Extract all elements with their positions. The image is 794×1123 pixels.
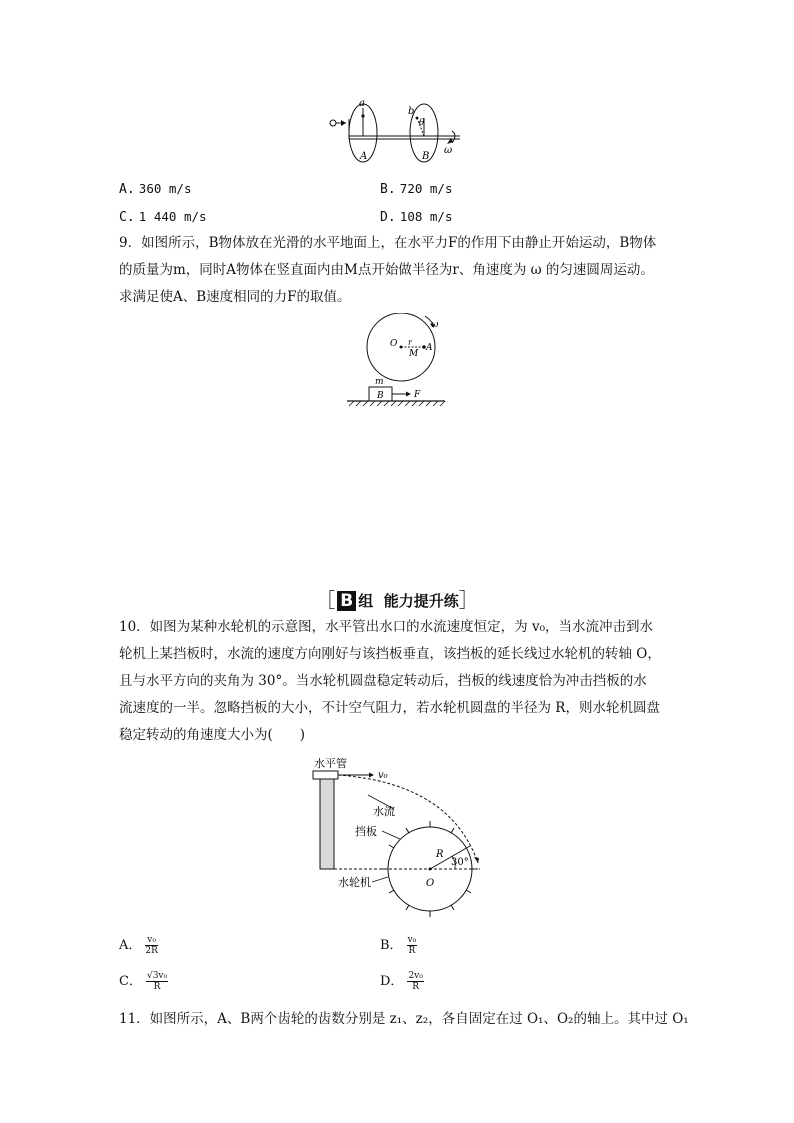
q8-figure	[320, 96, 470, 166]
q10-label-O: O	[426, 878, 435, 889]
q8-label-b: b	[408, 106, 415, 117]
q8-option-c	[119, 209, 207, 225]
q10-option-d-fraction	[407, 971, 423, 992]
q8-option-d	[380, 209, 452, 225]
q10-line-4: 流速度的一半。忽略挡板的大小，不计空气阻力，若水轮机圆盘的半径为 R，则水轮机圆盘	[119, 700, 660, 716]
q9-line-2: 的质量为m，同时A物体在竖直面内由M点开始做半径为r、角速度为 ω 的匀速圆周运动。	[119, 262, 654, 278]
q8-option-a	[119, 181, 191, 197]
q8-option-d-label: D.	[380, 210, 396, 225]
q8-label-B: B	[422, 151, 430, 162]
q10-line-5: 稳定转动的角速度大小为( )	[119, 727, 306, 743]
q10-line-3: 且与水平方向的夹角为 30°。当水轮机圆盘稳定转动后，挡板的线速度恰为冲击挡板的水	[119, 673, 647, 689]
q10-label-turbine: 水轮机	[338, 876, 371, 889]
q10-option-a-label: A．	[119, 938, 142, 953]
q10-label-pipe: 水平管	[314, 757, 347, 770]
q10-label-angle: 30°	[451, 857, 469, 868]
q8-label-A: A	[360, 151, 368, 162]
q10-option-c	[119, 970, 168, 992]
q8-label-theta: θ	[419, 118, 425, 128]
q8-option-a-label: A.	[119, 182, 135, 197]
q8-option-c-value: 1 440 m/s	[138, 209, 207, 224]
q9-label-B: B	[377, 391, 384, 401]
q10-option-c-label: C．	[119, 974, 142, 989]
q8-option-a-value: 360 m/s	[138, 181, 192, 196]
q10-option-c-fraction	[146, 971, 168, 992]
q11-line-1: 11．如图所示，A、B两个齿轮的齿数分别是 z₁、z₂，各自固定在过 O₁、O₂的轴上。其中过 O₁	[119, 1011, 689, 1027]
q8-label-omega: ω	[444, 145, 453, 156]
q10-option-a-den: 2R	[145, 946, 158, 956]
q9-line-3: 求满足使A、B速度相同的力F的取值。	[119, 289, 351, 305]
section-bracket-close: ］	[458, 588, 479, 612]
q9-label-omega: ω	[431, 320, 439, 330]
q8-option-c-label: C.	[119, 210, 135, 225]
q9-label-M: M	[409, 349, 419, 359]
q10-option-d-label: D．	[380, 974, 404, 989]
q10-option-b-num: v₀	[407, 935, 417, 945]
q9-label-m: m	[375, 377, 384, 387]
q10-option-a	[119, 934, 158, 956]
q10-figure	[300, 755, 500, 935]
q10-option-b-fraction	[407, 935, 418, 956]
q10-option-c-den: R	[153, 982, 161, 992]
section-letter: B	[337, 591, 356, 611]
q8-option-b-value: 720 m/s	[399, 181, 453, 196]
q10-option-b-den: R	[408, 946, 416, 956]
q9-label-A: A	[426, 343, 433, 353]
q10-label-flow: 水流	[373, 805, 395, 818]
q10-label-v0: v₀	[378, 770, 388, 781]
q9-figure	[345, 313, 455, 408]
q10-option-d-den: R	[412, 982, 420, 992]
q9-label-r: r	[408, 338, 412, 347]
q10-option-b	[380, 934, 417, 956]
section-group: 组	[358, 592, 374, 610]
q10-option-d	[380, 970, 424, 992]
q8-option-d-value: 108 m/s	[399, 209, 453, 224]
section-heading	[0, 584, 794, 613]
q10-option-a-fraction	[145, 935, 158, 956]
q10-option-c-num: √3v₀	[146, 971, 168, 981]
q10-option-b-label: B．	[380, 938, 403, 953]
q10-option-d-num: 2v₀	[408, 971, 423, 981]
section-title: 能力提升练	[383, 592, 459, 610]
q10-label-R: R	[436, 849, 444, 860]
q8-option-b-label: B.	[380, 182, 396, 197]
q9-label-F: F	[414, 390, 421, 400]
q9-line-1: 9．如图所示，B物体放在光滑的水平地面上，在水平力F的作用下由静止开始运动，B物体	[119, 235, 657, 251]
q8-option-b	[380, 181, 452, 197]
q10-label-baffle: 挡板	[355, 825, 377, 838]
q10-line-2: 轮机上某挡板时，水流的速度方向刚好与该挡板垂直，该挡板的延长线过水轮机的转轴 O，	[119, 646, 661, 662]
q8-label-a: a	[359, 98, 365, 109]
q10-option-a-num: v₀	[147, 935, 156, 945]
q9-label-O: O	[390, 339, 398, 349]
section-bracket-open: ［	[315, 588, 336, 612]
q10-line-1: 10．如图为某种水轮机的示意图，水平管出水口的水流速度恒定，为 v₀，当水流冲击到水	[119, 619, 654, 635]
